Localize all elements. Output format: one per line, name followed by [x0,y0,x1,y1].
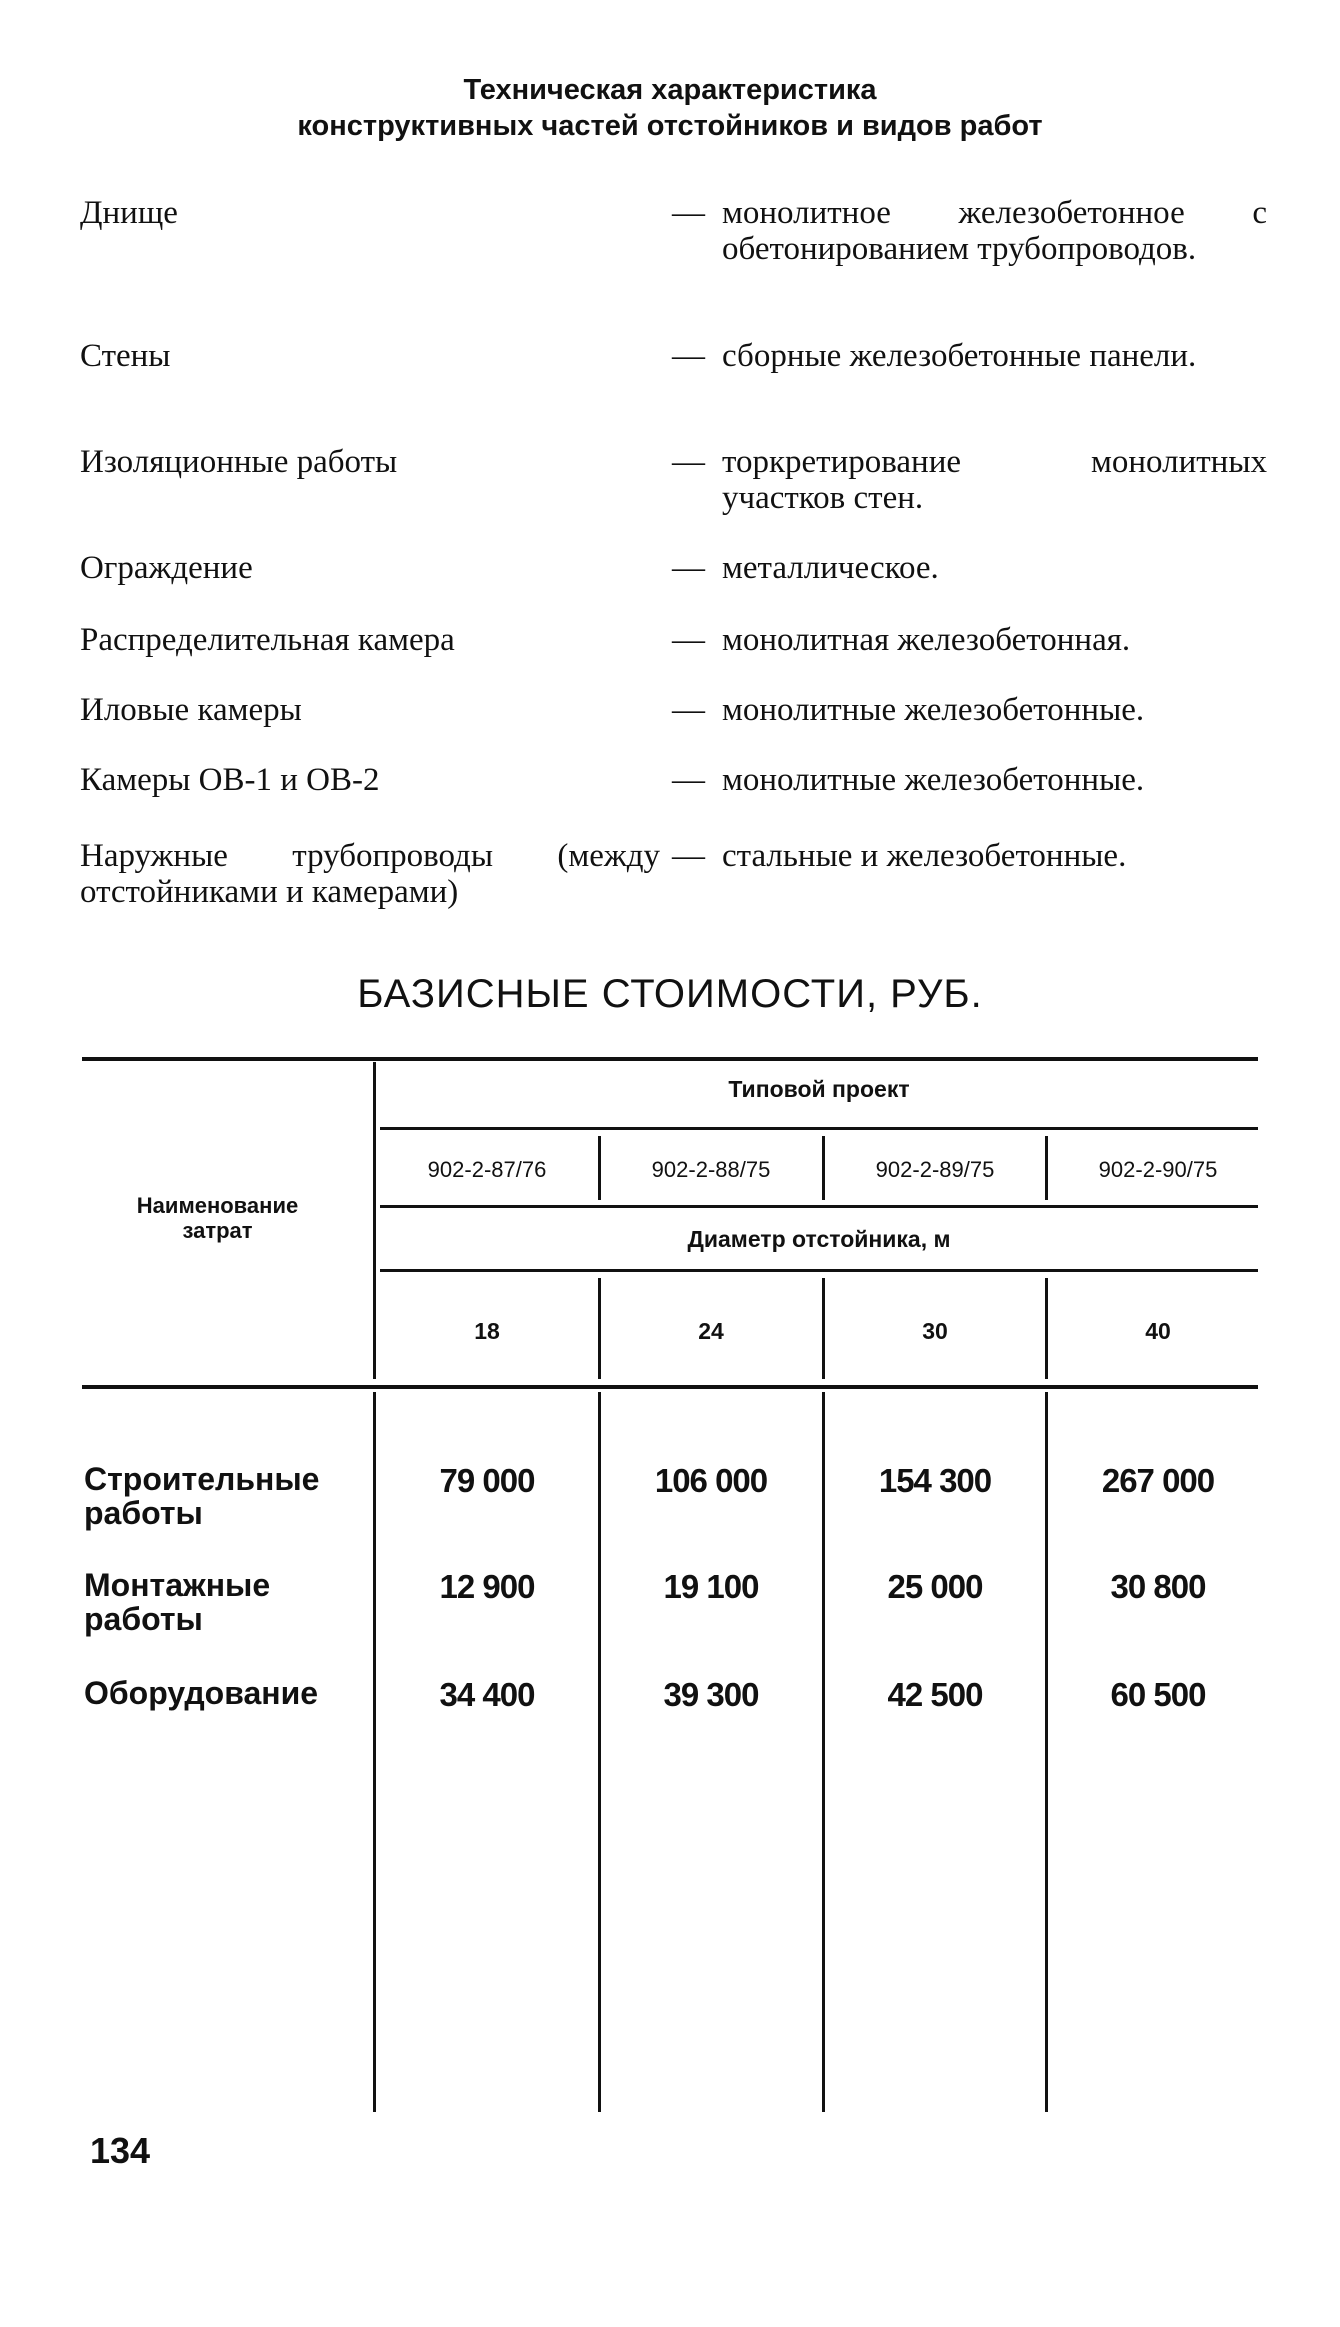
project-code: 902-2-89/75 [875,1157,995,1182]
spec-name: Изоляционные работы [80,444,398,480]
table-rule [380,1205,1258,1208]
table-cell: 42 500 [887,1676,983,1713]
spec-description-text: монолитная железобетонная. [722,622,1131,658]
dash: — [672,338,705,374]
dash: — [672,692,705,728]
table-column-rule [822,1392,825,2112]
project-code: 902-2-87/76 [427,1157,547,1182]
spec-description-text: торкретирование монолитных участков стен. [722,444,1267,516]
dash: — [672,550,705,586]
project-code: 902-2-88/75 [651,1157,771,1182]
spec-description [672,550,1267,586]
table-cell: 34 400 [439,1676,535,1713]
project-header: Типовой проект [728,1076,910,1102]
table-cell: 79 000 [439,1462,535,1499]
table-rule [380,1269,1258,1272]
spec-description [672,762,1267,798]
diameter-value: 40 [1145,1318,1171,1344]
table-header-bottom-rule [82,1385,1258,1389]
spec-description [672,622,1267,658]
table-cell: 12 900 [439,1568,535,1605]
table-cell: 106 000 [654,1462,768,1499]
spec-name: Наружные трубопроводы (между отстойниками и камерами) [80,838,660,910]
dash: — [672,444,705,480]
dash: — [672,622,705,658]
spec-name: Днище [80,195,178,231]
dash: — [672,838,705,874]
section-title: БАЗИСНЫЕ СТОИМОСТИ, РУБ. [357,972,983,1016]
diameter-value: 18 [474,1318,500,1344]
spec-description [672,444,1267,516]
row-header: Наименование затрат [136,1193,299,1243]
spec-name: Камеры ОВ-1 и ОВ-2 [80,762,380,798]
row-label: Строительные работы [84,1461,320,1531]
table-column-rule [373,1392,376,2112]
table-cell: 30 800 [1110,1568,1206,1605]
diameter-value: 30 [922,1318,948,1344]
diameter-header: Диаметр отстойника, м [687,1226,951,1252]
spec-description-text: стальные и железобетонные. [722,838,1127,874]
row-label: Монтажные работы [84,1567,271,1637]
spec-description [672,692,1267,728]
table-cell: 60 500 [1110,1676,1206,1713]
spec-name: Стены [80,338,171,374]
table-rule [380,1127,1258,1130]
diameter-value: 24 [698,1318,724,1344]
table-top-rule [82,1057,1258,1061]
row-label: Оборудование [84,1675,319,1711]
spec-description-text: монолитные железобетонные. [722,762,1145,798]
spec-description [672,338,1267,374]
table-cell: 39 300 [663,1676,759,1713]
spec-name: Ограждение [80,550,253,586]
page-number: 134 [90,2130,151,2171]
table-column-rule [1045,1392,1048,2112]
dash: — [672,195,705,231]
spec-description-text: монолитные железобетонные. [722,692,1145,728]
spec-description-text: сборные железобетонные панели. [722,338,1197,374]
spec-description-text: металлическое. [722,550,939,586]
spec-name: Иловые камеры [80,692,302,728]
dash: — [672,762,705,798]
page-heading-line-1: Техническая характеристика [463,74,877,106]
table-cell: 19 100 [663,1568,759,1605]
table-cell: 25 000 [887,1568,983,1605]
spec-name: Распределительная камера [80,622,455,658]
table-cell: 154 300 [878,1462,992,1499]
spec-description [672,838,1267,874]
spec-description-text: монолитное железобетонное с обетонированием трубопроводов. [722,195,1267,267]
table-cell: 267 000 [1101,1462,1215,1499]
page-heading-line-2: конструктивных частей отстойников и видов работ [297,110,1043,142]
spec-description [672,195,1267,267]
table-column-rule [598,1392,601,2112]
project-code: 902-2-90/75 [1098,1157,1218,1182]
